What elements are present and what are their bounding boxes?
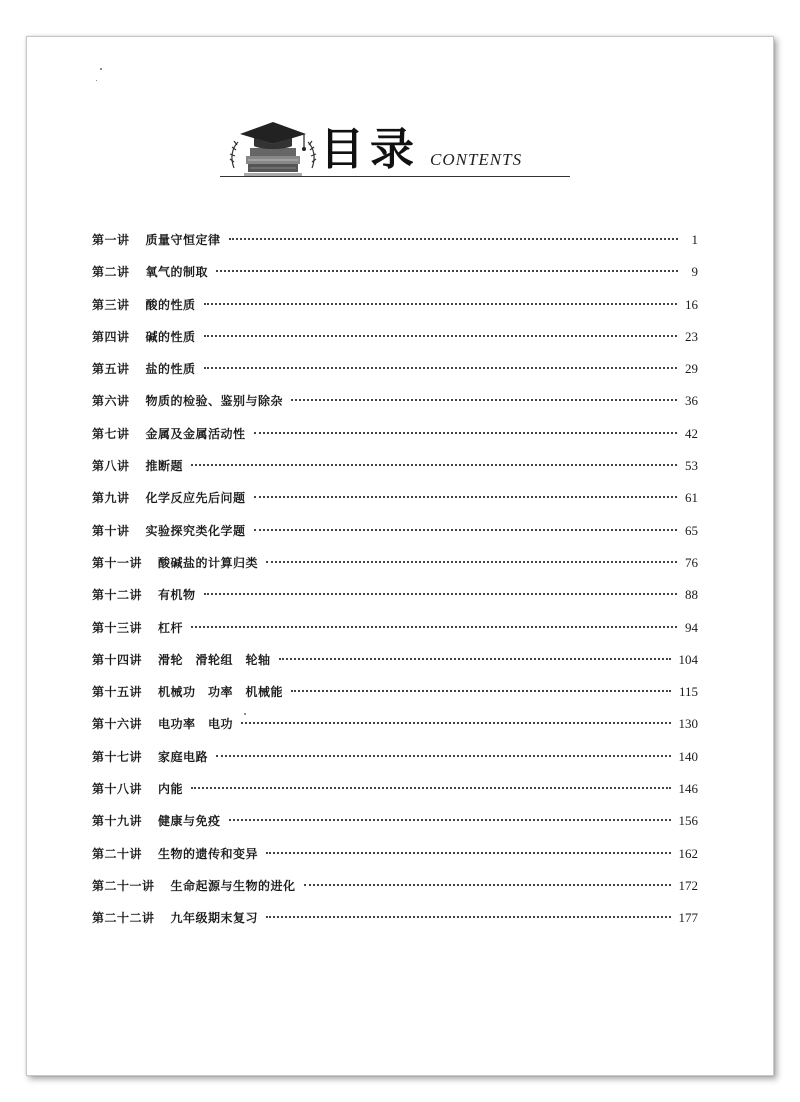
toc-lesson-number: 第十三讲 (92, 620, 143, 635)
toc-entry (92, 224, 698, 256)
toc-lesson-title: 家庭电路 (158, 749, 209, 764)
toc-lesson-number: 第十讲 (92, 523, 130, 538)
toc-entry (92, 256, 698, 288)
toc-entry (92, 805, 698, 837)
toc-lesson-number: 第九讲 (92, 491, 130, 506)
toc-page-number: 94 (685, 619, 698, 635)
toc-page-number: 156 (678, 813, 698, 829)
toc-page-number: 65 (685, 522, 698, 538)
toc-entry (92, 741, 698, 773)
header-divider (220, 176, 570, 177)
toc-lesson-title: 有机物 (158, 588, 196, 603)
toc-dot-leader (229, 238, 678, 240)
graduation-cap-books-icon (228, 118, 318, 180)
toc-lesson-number: 第十五讲 (92, 685, 143, 700)
toc-entry (92, 353, 698, 385)
toc-dot-leader (229, 819, 671, 821)
toc-lesson-number: 第十四讲 (92, 652, 143, 667)
page-subtitle: CONTENTS (430, 150, 523, 169)
toc-lesson-title: 生命起源与生物的进化 (170, 878, 296, 893)
toc-page-number: 76 (685, 554, 698, 570)
toc-page-number: 130 (678, 716, 698, 732)
toc-lesson-number: 第十二讲 (92, 588, 143, 603)
toc-page-number: 42 (685, 425, 698, 441)
toc-lesson-title: 金属及金属活动性 (145, 426, 246, 441)
toc-entry (92, 773, 698, 805)
toc-entry (92, 289, 698, 321)
toc-dot-leader (266, 916, 670, 918)
table-of-contents (92, 224, 698, 935)
toc-dot-leader (266, 852, 670, 854)
toc-dot-leader (204, 303, 677, 305)
toc-entry (92, 418, 698, 450)
toc-page-number: 29 (685, 361, 698, 377)
scan-speck (96, 80, 97, 81)
toc-entry (92, 579, 698, 611)
toc-page-number: 104 (678, 651, 698, 667)
toc-dot-leader (204, 593, 677, 595)
toc-lesson-title: 酸碱盐的计算归类 (158, 555, 259, 570)
toc-lesson-number: 第七讲 (92, 426, 130, 441)
toc-lesson-number: 第二十一讲 (92, 878, 155, 893)
toc-lesson-number: 第二十二讲 (92, 911, 155, 926)
toc-entry (92, 902, 698, 934)
toc-lesson-number: 第四讲 (92, 329, 130, 344)
toc-dot-leader (204, 335, 677, 337)
toc-entry (92, 482, 698, 514)
toc-dot-leader (254, 432, 677, 434)
toc-entry (92, 321, 698, 353)
toc-page-number: 140 (678, 748, 698, 764)
toc-entry (92, 708, 698, 740)
toc-lesson-title: 碱的性质 (145, 329, 196, 344)
toc-lesson-number: 第三讲 (92, 297, 130, 312)
toc-page-number: 9 (691, 264, 698, 280)
toc-lesson-number: 第十七讲 (92, 749, 143, 764)
toc-entry (92, 644, 698, 676)
toc-dot-leader (254, 496, 677, 498)
toc-lesson-title: 酸的性质 (145, 297, 196, 312)
toc-lesson-title: 推断题 (145, 459, 184, 474)
toc-page-number: 1 (691, 232, 698, 247)
toc-page-number: 172 (678, 877, 698, 893)
toc-lesson-title: 盐的性质 (145, 362, 196, 377)
toc-page-number: 88 (685, 587, 698, 603)
toc-entry (92, 838, 698, 870)
toc-entry (92, 870, 698, 902)
toc-dot-leader (291, 690, 671, 692)
toc-dot-leader (191, 626, 677, 628)
toc-lesson-title: 内能 (158, 782, 184, 797)
toc-dot-leader (291, 399, 677, 401)
toc-entry (92, 515, 698, 547)
toc-lesson-title: 电功率 电功 (158, 717, 234, 732)
toc-page-number: 16 (685, 296, 698, 312)
toc-lesson-title: 健康与免疫 (158, 814, 221, 829)
toc-entry (92, 385, 698, 417)
toc-dot-leader (279, 658, 671, 660)
scan-speck (100, 68, 102, 70)
toc-lesson-number: 第二十讲 (92, 846, 143, 861)
page-title: 目录 (320, 124, 420, 175)
toc-entry (92, 450, 698, 482)
toc-dot-leader (191, 787, 670, 789)
toc-lesson-number: 第十九讲 (92, 814, 143, 829)
toc-entry (92, 547, 698, 579)
toc-page-number: 146 (678, 781, 698, 797)
toc-lesson-title: 生物的遗传和变异 (158, 846, 259, 861)
toc-entry (92, 612, 698, 644)
toc-lesson-number: 第五讲 (92, 362, 130, 377)
toc-lesson-title: 氧气的制取 (145, 265, 209, 280)
toc-page-number: 177 (678, 910, 698, 926)
toc-dot-leader (254, 529, 677, 531)
toc-lesson-number: 第十八讲 (92, 782, 143, 797)
toc-entry (92, 676, 698, 708)
toc-dot-leader (216, 755, 670, 757)
toc-page-number: 23 (685, 328, 698, 344)
toc-dot-leader (241, 722, 670, 724)
contents-header (220, 110, 570, 180)
toc-lesson-number: 第二讲 (92, 265, 130, 280)
toc-lesson-number: 第十一讲 (92, 555, 143, 570)
toc-page-number: 61 (685, 490, 698, 506)
toc-dot-leader (266, 561, 677, 563)
toc-page-number: 115 (678, 684, 698, 700)
toc-dot-leader (216, 270, 678, 272)
toc-lesson-title: 质量守恒定律 (145, 233, 221, 247)
toc-page-number: 36 (685, 393, 698, 409)
toc-lesson-title: 物质的检验、鉴别与除杂 (145, 394, 284, 409)
toc-lesson-number: 第一讲 (92, 233, 130, 247)
toc-lesson-number: 第六讲 (92, 394, 130, 409)
toc-page-number: 162 (678, 845, 698, 861)
toc-page-number: 53 (685, 458, 698, 474)
toc-dot-leader (204, 367, 677, 369)
toc-lesson-title: 化学反应先后问题 (145, 491, 246, 506)
toc-lesson-number: 第十六讲 (92, 717, 143, 732)
toc-lesson-title: 机械功 功率 机械能 (158, 685, 284, 700)
toc-lesson-title: 九年级期末复习 (170, 911, 259, 926)
toc-lesson-title: 实验探究类化学题 (145, 523, 246, 538)
toc-lesson-title: 杠杆 (158, 620, 184, 635)
toc-lesson-title: 滑轮 滑轮组 轮轴 (158, 652, 271, 667)
toc-dot-leader (191, 464, 677, 466)
toc-lesson-number: 第八讲 (92, 459, 130, 474)
toc-dot-leader (304, 884, 671, 886)
